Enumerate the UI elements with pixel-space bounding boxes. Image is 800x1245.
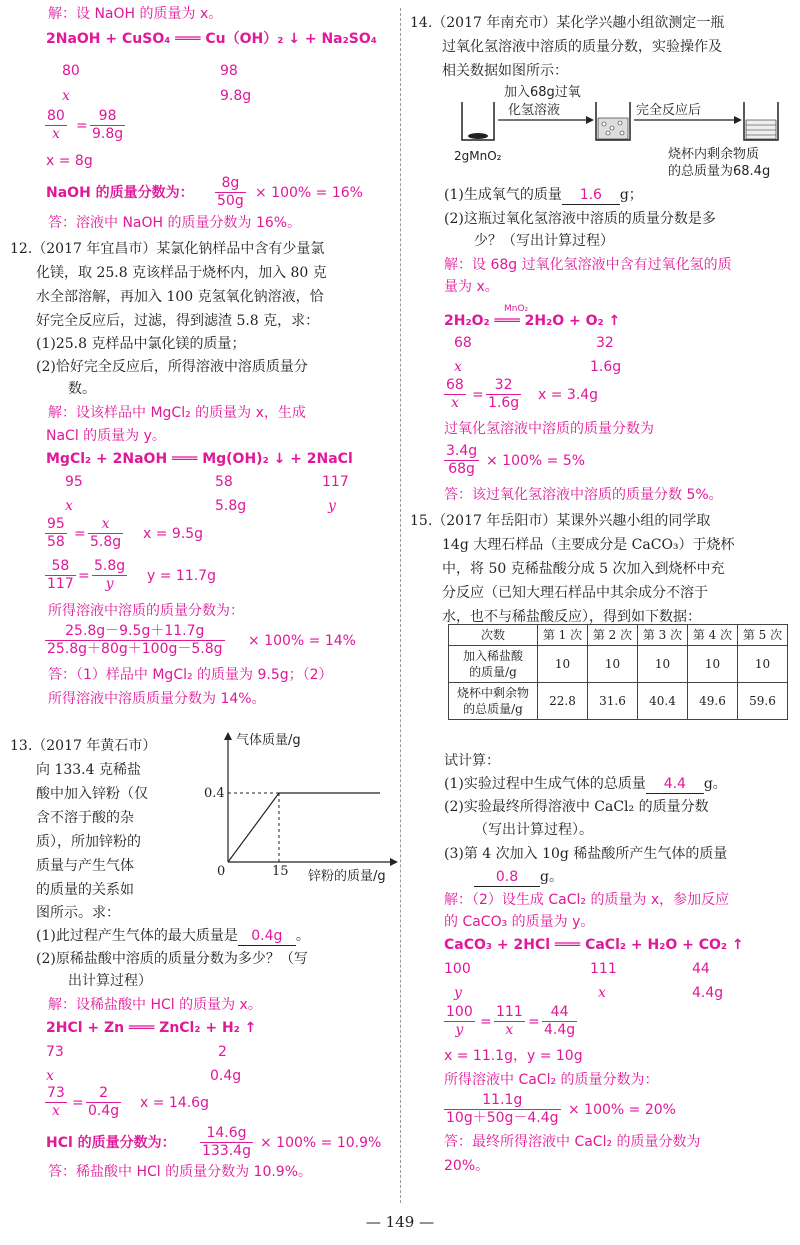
graph-y-tick: 0.4 [204,786,225,801]
p15-var-c: 4.4g [692,985,724,1001]
column-divider [400,8,401,1203]
p13-mass-b: 2 [218,1044,227,1060]
p11-mass-a: 80 [62,63,80,79]
p14-mass-a: 68 [454,335,472,351]
diagram-react-label: 完全反应后 [636,103,702,118]
p12-question-2: 化镁，取 25.8 克该样品于烧杯内，加入 80 克 [36,265,327,281]
p12-mass-a: 95 [65,474,83,490]
p12-equals-1: = [74,526,86,542]
p13-var-a: x [46,1068,54,1084]
table-header-cell: 第 4 次 [688,625,738,646]
graph-x-label: 锌粉的质量/g [308,869,386,884]
p13-pct-fraction: $\frac{14.6g}{133.4g}$ [202,1125,251,1159]
p12-pct-label: 所得溶液中溶质的质量分数为： [48,603,244,619]
p12-fraction-3: $\frac{58}{117}$ [47,558,74,592]
p14-pct-fraction: $\frac{3.4g}{68g}$ [446,443,478,477]
p14-answer: 答：该过氧化氢溶液中溶质的质量分数 5%。 [444,487,723,503]
p13-sub-1: (1)此过程产生气体的最大质量是 0.4g 。 [36,928,310,944]
p15-sub-2: (2)实验最终所得溶液中 CaCl₂ 的质量分数 [444,799,709,815]
p11-answer: 答：溶液中 NaOH 的质量分数为 16%。 [48,215,302,231]
p14-sub-2: (2)这瓶过氧化氢溶液中溶质的质量分数是多 [444,211,716,227]
p14-question-2: 过氧化氢溶液中溶质的质量分数，实验操作及 [442,39,722,55]
p15-sub-1: (1)实验过程中生成气体的总质量 4.4 g。 [444,776,727,792]
table-header-cell: 第 5 次 [738,625,788,646]
p14-equals: = [472,387,484,403]
p13-question-6: 质量与产生气体 [36,858,134,874]
p14-equation: 2H₂O₂ ═══ 2H₂O + O₂ ↑ [444,313,621,329]
table-header-cell: 第 3 次 [638,625,688,646]
p12-question-3: 水全部溶解，再加入 100 克氢氧化钠溶液，恰 [36,289,324,305]
p11-mass-b: 98 [220,63,238,79]
p15-mass-c: 44 [692,961,710,977]
p14-solution-2: 量为 x。 [444,279,499,295]
p15-question-2: 14g 大理石样品（主要成分是 CaCO₃）于烧杯 [442,537,735,553]
p15-answer-1: 答：最终所得溶液中 CaCl₂ 的质量分数为 [444,1134,701,1150]
p12-question-1: 12.（2017 年宜昌市）某氯化钠样品中含有少量氯 [10,241,325,257]
diagram-mno2-label: 2gMnO₂ [454,149,502,163]
p12-sub-2b: 数。 [68,381,96,397]
p15-question-4: 分反应（已知大理石样品中其余成分不溶于 [442,585,708,601]
table-header-cell: 第 2 次 [588,625,638,646]
graph-y-label: 气体质量/g [236,733,301,748]
p12-mass-c: 117 [322,474,349,490]
p14-blank-1: 1.6 [562,186,620,205]
p12-question-4: 好完全反应后，过滤，得到滤渣 5.8 克，求： [36,313,320,329]
p13-question-3: 酸中加入锌粉（仅 [36,786,148,802]
table-cell: 10 [738,646,788,683]
p14-var-b: 1.6g [590,359,622,375]
p13-question-8: 图所示。求： [36,905,120,921]
p12-mass-b: 58 [215,474,233,490]
p15-solution-2: 的 CaCO₃ 的质量为 y。 [444,914,595,930]
p12-pct-fraction: $\frac{25.8g-9.5g+11.7g}{25.8g+80g+100g-5.8g}$ [47,623,223,657]
p15-equals-2: = [528,1014,540,1030]
p15-sub-2b: （写出计算过程）。 [474,822,593,838]
p15-question-1: 15.（2017 年岳阳市）某课外兴趣小组的同学取 [410,513,711,529]
experiment-diagram [450,80,790,180]
beaker-2 [596,102,630,140]
p11-var-a: x [62,88,70,104]
p13-result: x = 14.6g [140,1095,209,1111]
table-cell: 49.6 [688,683,738,720]
p13-solution: 解：设稀盐酸中 HCl 的质量为 x。 [48,997,262,1013]
p13-question-4: 含不溶于酸的杂 [36,810,134,826]
arrow-2-head [734,116,742,124]
beaker-3 [744,102,778,140]
p12-fraction-4: $\frac{5.8g}{y}$ [94,558,126,592]
graph-x-arrow [390,858,398,866]
p13-answer: 答：稀盐酸中 HCl 的质量分数为 10.9%。 [48,1164,313,1180]
diagram-add-label-1: 加入68g过氧 [504,85,581,100]
p14-solution-1: 解：设 68g 过氧化氢溶液中含有过氧化氢的质 [444,257,732,273]
p12-equation: MgCl₂ + 2NaOH ═══ Mg(OH)₂ ↓ + 2NaCl [46,451,353,467]
diagram-result-label-2: 的总质量为68.4g [668,164,771,179]
p11-pct-fraction: $\frac{8g}{50g}$ [217,175,244,209]
p15-fraction-1: $\frac{100}{y}$ [446,1004,473,1038]
diagram-add-label-2: 化氢溶液 [508,103,561,118]
diagram-result-label-1: 烧杯内剩余物质 [668,147,760,162]
p13-var-b: 0.4g [210,1068,242,1084]
p15-var-b: x [598,985,606,1001]
table-cell: 40.4 [638,683,688,720]
p14-pct-tail: × 100% = 5% [486,453,586,469]
p13-question-1: 13.（2017 年黄石市） [10,738,157,754]
p15-answer-2: 20%。 [444,1158,490,1174]
p15-pct-fraction: $\frac{11.1g}{10g+50g-4.4g}$ [446,1092,559,1126]
p13-pct-tail: × 100% = 10.9% [260,1135,382,1151]
p13-mass-a: 73 [46,1044,64,1060]
data-table [448,624,788,720]
arrow-1-head [586,116,594,124]
mno2-powder [468,133,488,139]
table-row [449,646,788,683]
p15-equation: CaCO₃ + 2HCl ═══ CaCl₂ + H₂O + CO₂ ↑ [444,937,744,953]
p11-pct-tail: × 100% = 16% [255,185,363,201]
p12-pct-tail: × 100% = 14% [248,633,356,649]
table-cell: 10 [538,646,588,683]
p11-fraction-2: $\frac{98}{9.8g}$ [92,108,124,142]
p14-catalyst: MnO₂ [504,304,529,314]
p15-sub-3b: 0.8 g。 [474,868,563,887]
p12-solution-2: NaCl 的质量为 y。 [46,428,166,444]
p11-pct-label: NaOH 的质量分数为： [46,185,194,201]
p13-pct-label: HCl 的质量分数为： [46,1135,176,1151]
table-cell: 22.8 [538,683,588,720]
p15-fraction-2: $\frac{111}{x}$ [496,1004,523,1038]
p14-sub-2b: 少？（写出计算过程） [474,233,614,249]
p15-solution-1: 解：（2）设生成 CaCl₂ 的质量为 x，参加反应 [444,892,730,908]
graph-y-arrow [224,732,232,740]
p13-sub-2: (2)原稀盐酸中溶质的质量分数为多少？（写 [36,951,308,967]
p15-pct-label: 所得溶液中 CaCl₂ 的质量分数为： [444,1072,659,1088]
p11-intro: 解：设 NaOH 的质量为 x。 [48,6,223,22]
zinc-gas-graph [200,730,400,890]
p12-equals-2: = [78,568,90,584]
p12-answer-2: 所得溶液中溶质质量分数为 14%。 [48,691,266,707]
p13-question-5: 质），所加锌粉的 [36,834,141,850]
p13-fraction-1: $\frac{73}{x}$ [47,1085,65,1119]
p14-mass-b: 32 [596,335,614,351]
p12-fraction-1: $\frac{95}{58}$ [47,516,65,550]
p15-sub-3: (3)第 4 次加入 10g 稀盐酸所产生气体的质量 [444,846,728,862]
table-cell: 10 [588,646,638,683]
p14-question-3: 相关数据如图所示： [442,63,568,79]
table-cell: 31.6 [588,683,638,720]
p12-answer-1: 答：（1）样品中 MgCl₂ 的质量为 9.5g；（2） [48,667,333,683]
p13-blank-1: 0.4g [238,927,296,946]
p13-equals: = [72,1095,84,1111]
graph-origin: 0 [217,864,226,879]
p11-equation: 2NaOH + CuSO₄ ═══ Cu（OH）₂ ↓ + Na₂SO₄ [46,31,377,47]
p15-equals-1: = [480,1014,492,1030]
p11-fraction-1: $\frac{80}{x}$ [47,108,65,142]
beaker-1 [462,102,494,140]
p15-blank-1: 4.4 [646,775,704,794]
p15-question-5: 水，也不与稀盐酸反应），得到如下数据： [442,609,701,625]
page-number: — 149 — [365,1213,435,1231]
p15-question-3: 中，将 50 克稀盐酸分成 5 次加入到烧杯中充 [442,561,725,577]
p12-sub-1: (1)25.8 克样品中氯化镁的质量； [36,336,246,352]
table-cell: 10 [638,646,688,683]
table-cell: 59.6 [738,683,788,720]
p12-result-y: y = 11.7g [147,568,216,584]
p13-equation: 2HCl + Zn ═══ ZnCl₂ + H₂ ↑ [46,1020,257,1036]
p12-fraction-2: $\frac{x}{5.8g}$ [90,516,122,550]
table-header-cell: 次数 [449,625,538,646]
p14-fraction-1: $\frac{68}{x}$ [446,377,464,411]
p12-solution-1: 解：设该样品中 MgCl₂ 的质量为 x，生成 [48,405,306,421]
p15-pct-tail: × 100% = 20% [568,1102,676,1118]
p15-result: x = 11.1g，y = 10g [444,1048,583,1064]
p12-var-c: y [328,498,336,514]
table-cell: 10 [688,646,738,683]
p14-fraction-2: $\frac{32}{1.6g}$ [488,377,520,411]
p13-question-2: 向 133.4 克稀盐 [36,762,141,778]
p15-blank-3: 0.8 [474,868,540,887]
p12-result-x: x = 9.5g [143,526,204,542]
table-header-cell: 第 1 次 [538,625,588,646]
p12-var-b: 5.8g [215,498,247,514]
p15-mass-b: 111 [590,961,617,977]
p11-result: x = 8g [46,153,93,169]
p14-pct-label: 过氧化氢溶液中溶质的质量分数为 [444,421,654,437]
table-row [449,683,788,720]
p11-var-b: 9.8g [220,88,252,104]
p15-mass-a: 100 [444,961,471,977]
p14-result: x = 3.4g [538,387,599,403]
p12-var-a: x [65,498,73,514]
table-row-label: 加入稀盐酸 的质量/g [449,646,538,683]
p13-fraction-2: $\frac{2}{0.4g}$ [88,1085,120,1119]
table-row-label: 烧杯中剩余物 的总质量/g [449,683,538,720]
p15-fraction-3: $\frac{44}{4.4g}$ [544,1004,576,1038]
p13-sub-2b: 出计算过程） [68,973,152,989]
p15-var-a: y [454,985,462,1001]
p12-sub-2: (2)恰好完全反应后，所得溶液中溶质质量分 [36,359,308,375]
p14-var-a: x [454,359,462,375]
p15-calc-label: 试计算： [444,753,500,769]
p14-question-1: 14.（2017 年南充市）某化学兴趣小组欲测定一瓶 [410,15,725,31]
p13-question-7: 的质量的关系如 [36,882,134,898]
table-header-row [449,625,788,646]
p11-equals: = [76,118,88,134]
graph-rising-line [228,793,279,862]
p14-sub-1: (1)生成氧气的质量 1.6 g； [444,187,643,203]
graph-x-tick: 15 [272,864,289,879]
